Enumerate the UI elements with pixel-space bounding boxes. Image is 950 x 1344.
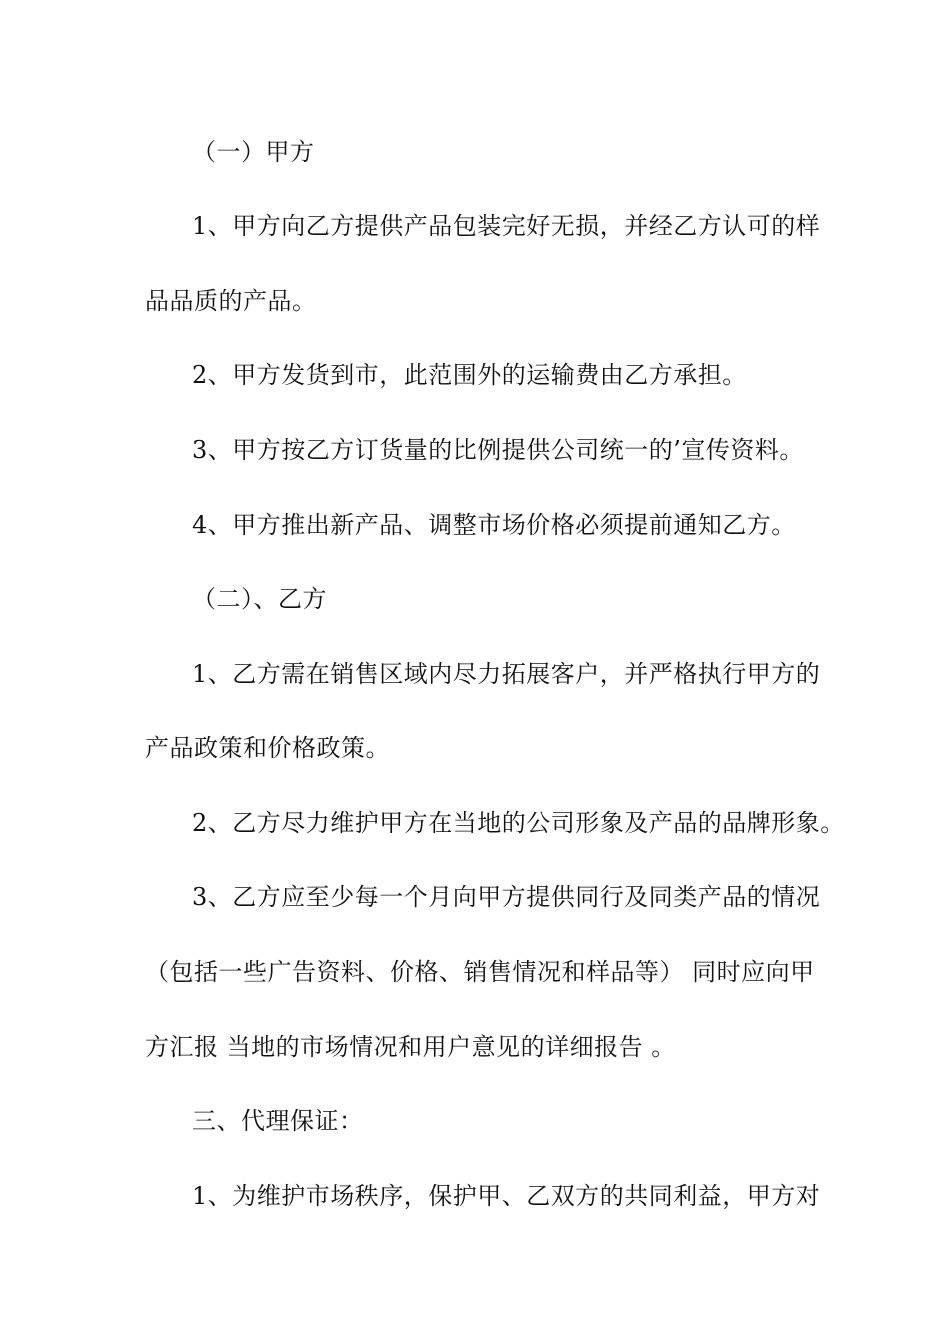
paragraph-line: 3、甲方按乙方订货量的比例提供公司统一的’宣传资料。 (192, 436, 804, 464)
paragraph-line: 1、乙方需在销售区域内尽力拓展客户，并严格执行甲方的 (192, 660, 821, 688)
paragraph-line: 2、甲方发货到市，此范围外的运输费由乙方承担。 (192, 361, 747, 389)
paragraph-line: 4、甲方推出新产品、调整市场价格必须提前通知乙方。 (192, 511, 796, 539)
paragraph-line: 3、乙方应至少每一个月向甲方提供同行及同类产品的情况 (192, 883, 821, 911)
section-heading-party-b: （二）、乙方 (192, 585, 327, 613)
paragraph-line: 1、为维护市场秩序，保护甲、乙双方的共同利益，甲方对 (192, 1182, 821, 1210)
paragraph-line: 2、乙方尽力维护甲方在当地的公司形象及产品的品牌形象。 (192, 809, 845, 837)
paragraph-line: 1、甲方向乙方提供产品包装完好无损，并经乙方认可的样 (192, 212, 821, 240)
section-heading-party-a: （一）甲方 (192, 138, 315, 166)
paragraph-line: 方汇报 当地的市场情况和用户意见的详细报告 。 (145, 1033, 676, 1061)
paragraph-line: 品品质的产品。 (145, 287, 317, 315)
section-heading-agency-guarantee: 三、代理保证： (192, 1107, 364, 1135)
paragraph-line: 产品政策和价格政策。 (145, 734, 390, 762)
paragraph-line: （包括一些广告资料、价格、销售情况和样品等） 同时应向甲 (145, 958, 815, 986)
